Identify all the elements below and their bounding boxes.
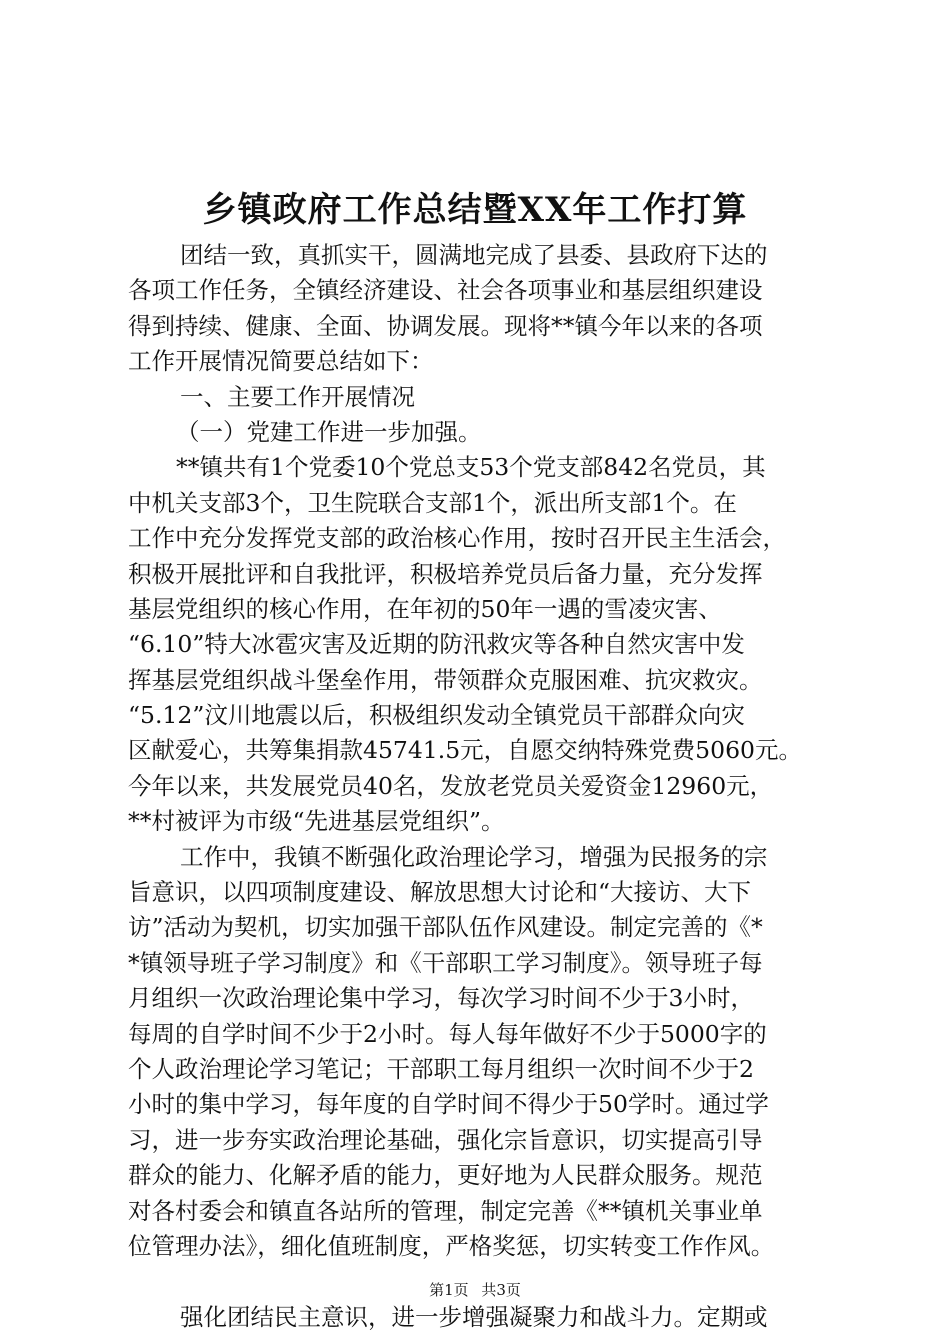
body-line: 每周的自学时间不少于2小时。每人每年做好不少于5000字的 — [128, 1019, 767, 1048]
body-line: 小时的集中学习，每年度的自学时间不得少于50学时。通过学 — [128, 1090, 769, 1119]
page-total: 共3页 — [481, 1281, 521, 1299]
page-footer — [0, 1280, 950, 1300]
body-line: 挥基层党组织战斗堡垒作用，带领群众克服困难、抗灾救灾。 — [128, 665, 763, 694]
document-body — [128, 238, 828, 1335]
body-line: 位管理办法》，细化值班制度，严格奖惩，切实转变工作作风。 — [128, 1231, 775, 1260]
body-line: 个人政治理论学习笔记；干部职工每月组织一次时间不少于2 — [128, 1054, 754, 1083]
body-line: 群众的能力、化解矛盾的能力，更好地为人民群众服务。规范 — [128, 1161, 763, 1190]
body-line: 工作中充分发挥党支部的政治核心作用，按时召开民主生活会， — [128, 524, 786, 553]
body-line: “5.12”汶川地震以后，积极组织发动全镇党员干部群众向灾 — [128, 701, 745, 730]
body-line: **村被评为市级“先进基层党组织”。 — [128, 807, 505, 836]
body-line: 习，进一步夯实政治理论基础，强化宗旨意识，切实提高引导 — [128, 1125, 763, 1154]
body-line: 对各村委会和镇直各站所的管理，制定完善《**镇机关事业单 — [128, 1196, 763, 1225]
section-heading: 一、主要工作开展情况 — [180, 382, 415, 411]
body-line: 月组织一次政治理论集中学习，每次学习时间不少于3小时， — [128, 984, 754, 1013]
body-line: 旨意识，以四项制度建设、解放思想大讨论和“大接访、大下 — [128, 878, 752, 907]
body-line: **镇共有1个党委10个党总支53个党支部842名党员，其 — [176, 453, 766, 482]
body-line: 区献爱心，共筹集捐款45741.5元，自愿交纳特殊党费5060元。 — [128, 736, 802, 765]
body-line: “6.10”特大冰雹灾害及近期的防汛救灾等各种自然灾害中发 — [128, 630, 745, 659]
page-number: 第1页 — [429, 1281, 469, 1299]
body-line: 强化团结民主意识，进一步增强凝聚力和战斗力。定期或 — [180, 1302, 768, 1331]
body-line: 团结一致，真抓实干，圆满地完成了县委、县政府下达的 — [180, 241, 768, 269]
body-line: 各项工作任务，全镇经济建设、社会各项事业和基层组织建设 — [128, 276, 763, 305]
body-line: 今年以来，共发展党员40名，发放老党员关爱资金12960元， — [128, 771, 774, 800]
subsection-heading: （一）党建工作进一步加强。 — [176, 417, 482, 446]
body-line: 工作中，我镇不断强化政治理论学习，增强为民报务的宗 — [180, 842, 768, 871]
document-title: 乡镇政府工作总结暨XX年工作打算 — [202, 190, 748, 230]
body-line: 基层党组织的核心作用，在年初的50年一遇的雪凌灾害、 — [128, 594, 722, 623]
body-line: 访”活动为契机，切实加强干部队伍作风建设。制定完善的《* — [128, 913, 763, 942]
body-line: 中机关支部3个，卫生院联合支部1个，派出所支部1个。在 — [128, 488, 737, 517]
body-line: 得到持续、健康、全面、协调发展。现将**镇今年以来的各项 — [128, 311, 763, 340]
body-line: 工作开展情况简要总结如下： — [128, 347, 434, 376]
body-line: *镇领导班子学习制度》和《干部职工学习制度》。领导班子每 — [128, 948, 763, 977]
body-line: 积极开展批评和自我批评，积极培养党员后备力量，充分发挥 — [128, 559, 763, 588]
